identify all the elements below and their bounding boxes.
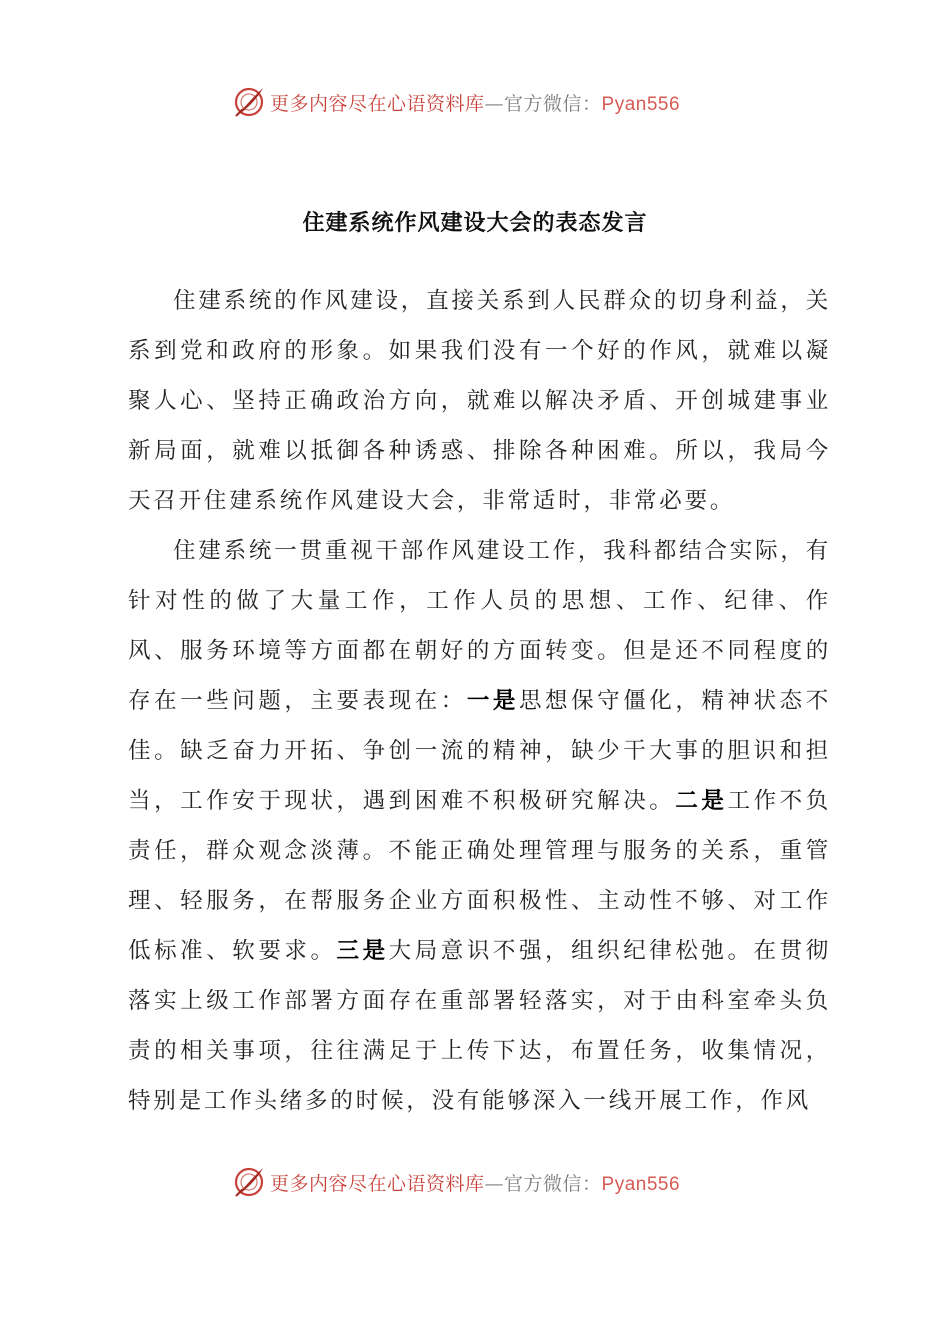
wechat-label: 官方微信： [504,1172,602,1195]
point-3-text: 大局意识不强，组织纪律松弛。在贯彻落实上级工作部署方面存在重部署轻落实，对于由科室牵头负责的相关事项，往往满足于上传下达，布置任务，收集情况，特别是工作头绪多的时候，没有能够深入一线开展工作，作风 [128,938,831,1114]
quill-logo-icon [232,1165,266,1199]
point-3-label: 三是 [336,938,389,964]
point-1-label: 一是 [466,688,519,714]
watermark-text [270,1169,680,1196]
separator-dash: — [484,1172,505,1195]
footer-watermark [0,1162,950,1202]
document-title: 住建系统作风建设大会的表态发言 [302,210,648,236]
wechat-id: Pyan556 [601,1173,681,1195]
site-name: 更多内容尽在心语资料库 [270,1172,485,1195]
point-2-label: 二是 [675,788,728,814]
paragraph-2 [128,526,831,1126]
site-name: 更多内容尽在心语资料库 [270,92,485,115]
separator-dash: — [484,92,505,115]
paragraph-1: 住建系统的作风建设，直接关系到人民群众的切身利益，关系到党和政府的形象。如果我们没有一个好的作风，就难以凝聚人心、坚持正确政治方向，就难以解决矛盾、开创城建事业新局面，就难以抵御各种诱惑、排除各种困难。所以，我局今天召开住建系统作风建设大会，非常适时，非常必要。 [128,288,831,514]
quill-logo-icon [232,85,266,119]
document-body [128,276,831,1126]
watermark-text [270,89,680,116]
point-2-text: 工作不负责任，群众观念淡薄。不能正确处理管理与服务的关系，重管理、轻服务，在帮服务企业方面积极性、主动性不够、对工作低标准、软要求。 [128,788,831,964]
wechat-id: Pyan556 [601,93,681,115]
point-1-text: 思想保守僵化，精神状态不佳。缺乏奋力开拓、争创一流的精神，缺少干大事的胆识和担当，工作安于现状，遇到困难不积极研究解决。 [128,688,831,814]
wechat-label: 官方微信： [504,92,602,115]
header-watermark [0,82,950,122]
paragraph-2-intro: 住建系统一贯重视干部作风建设工作，我科都结合实际，有针对性的做了大量工作，工作人员的思想、工作、纪律、作风、服务环境等方面都在朝好的方面转变。但是还不同程度的存在一些问题，主要表现在： [128,538,831,714]
